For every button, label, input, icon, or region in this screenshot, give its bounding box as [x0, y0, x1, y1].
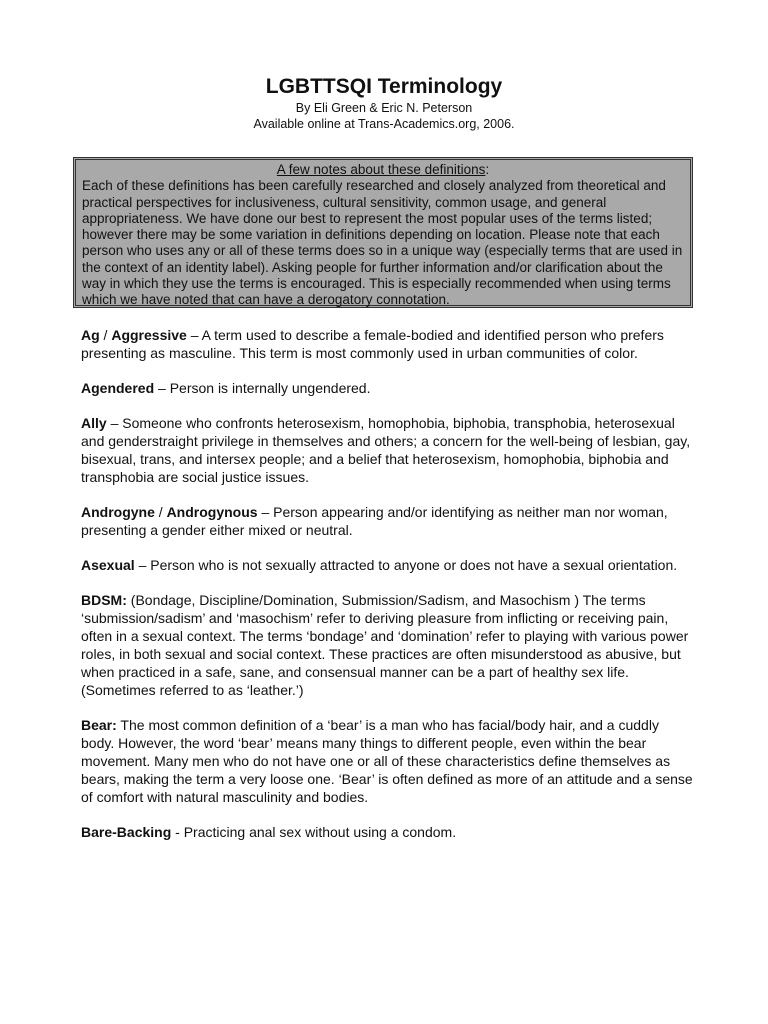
entry-definition: (Bondage, Discipline/Domination, Submission/Sadism, and Masochism ) The terms ‘submission/sadism’ and ‘masochism’ refer to deriving pleasure from inflicting or receiving pain, often in a sexual context. The terms ‘bondage’ and ‘domination’ refer to playing with various power roles, in both sexual and social context. These practices are often misunderstood as abusive, but when practiced in a safe, sane, and consensual manner can be a part of healthy sex life. (Sometimes referred to as ‘leather.’)	[81, 592, 689, 698]
entry-term-alt: Aggressive	[111, 327, 187, 343]
entry-separator: /	[154, 504, 167, 520]
entry-term: Bare-Backing	[81, 824, 172, 840]
availability-line: Available online at Trans-Academics.org, 2006.	[253, 117, 515, 131]
glossary-entry	[81, 414, 693, 486]
entry-term: Ally	[81, 415, 107, 431]
entry-term: Bear:	[81, 717, 117, 733]
entry-term: Ag	[81, 327, 100, 343]
entry-definition: – A term used to describe a female-bodied and identified person who prefers presenting as masculine. This term is most commonly used in urban communities of color.	[81, 327, 664, 361]
glossary-entry	[81, 556, 693, 574]
entry-term: BDSM:	[81, 592, 127, 608]
notes-heading	[82, 162, 684, 178]
entry-term: Agendered	[81, 380, 155, 396]
entry-term: Androgyne	[81, 504, 155, 520]
glossary-entry	[81, 823, 693, 841]
entry-separator: /	[99, 327, 112, 343]
glossary-entry	[81, 716, 693, 806]
glossary-entry	[81, 326, 693, 362]
entry-definition: – Someone who confronts heterosexism, homophobia, biphobia, transphobia, heterosexual and genderstraight privilege in themselves and others; a concern for the well-being of lesbian, gay, bisexual, trans, and intersex people; and a belief that heterosexism, homophobia, biphobia and transphobia are social justice issues.	[81, 415, 691, 485]
entry-definition: – Person appearing and/or identifying as neither man nor woman, presenting a gender either mixed or neutral.	[81, 504, 668, 538]
entry-definition: – Person who is not sexually attracted to anyone or does not have a sexual orientation.	[134, 557, 678, 573]
authors-byline: By Eli Green & Eric N. Peterson	[295, 101, 473, 115]
entry-definition: – Person is internally ungendered.	[154, 380, 371, 396]
notes-body: Each of these definitions has been carefully researched and closely analyzed from theoretical and practical perspectives for inclusiveness, cultural sensitivity, common usage, and general appropriateness. We have done our best to represent the most popular uses of the terms listed; however there may be some variation in definitions depending on location. Please note that each person who uses any or all of these terms does so in a unique way (especially terms that are used in the context of an identity label). Asking people for further information and/or clarification about the way in which they use the terms is encouraged. This is especially recommended when using terms which we have noted that can have a derogatory connotation.	[82, 178, 683, 308]
notes-box	[73, 157, 693, 308]
notes-title-colon: :	[485, 162, 490, 177]
glossary-entry	[81, 379, 693, 397]
document-title: LGBTTSQI Terminology	[265, 75, 503, 98]
glossary-entry	[81, 503, 693, 539]
entry-definition: - Practicing anal sex without using a condom.	[171, 824, 457, 840]
entry-term: Asexual	[81, 557, 135, 573]
entry-definition: The most common definition of a ‘bear’ is a man who has facial/body hair, and a cuddly body. However, the word ‘bear’ means many things to different people, even within the bear movement. Many men who do not have one or all of these characteristics define themselves as bears, making the term a very loose one. ‘Bear’ is often defined as more of an attitude and a sense of comfort with natural masculinity and bodies.	[81, 717, 693, 805]
glossary-entry	[81, 591, 693, 699]
glossary-entries	[81, 326, 693, 858]
entry-term-alt: Androgynous	[166, 504, 258, 520]
notes-title: A few notes about these definitions	[276, 162, 486, 177]
